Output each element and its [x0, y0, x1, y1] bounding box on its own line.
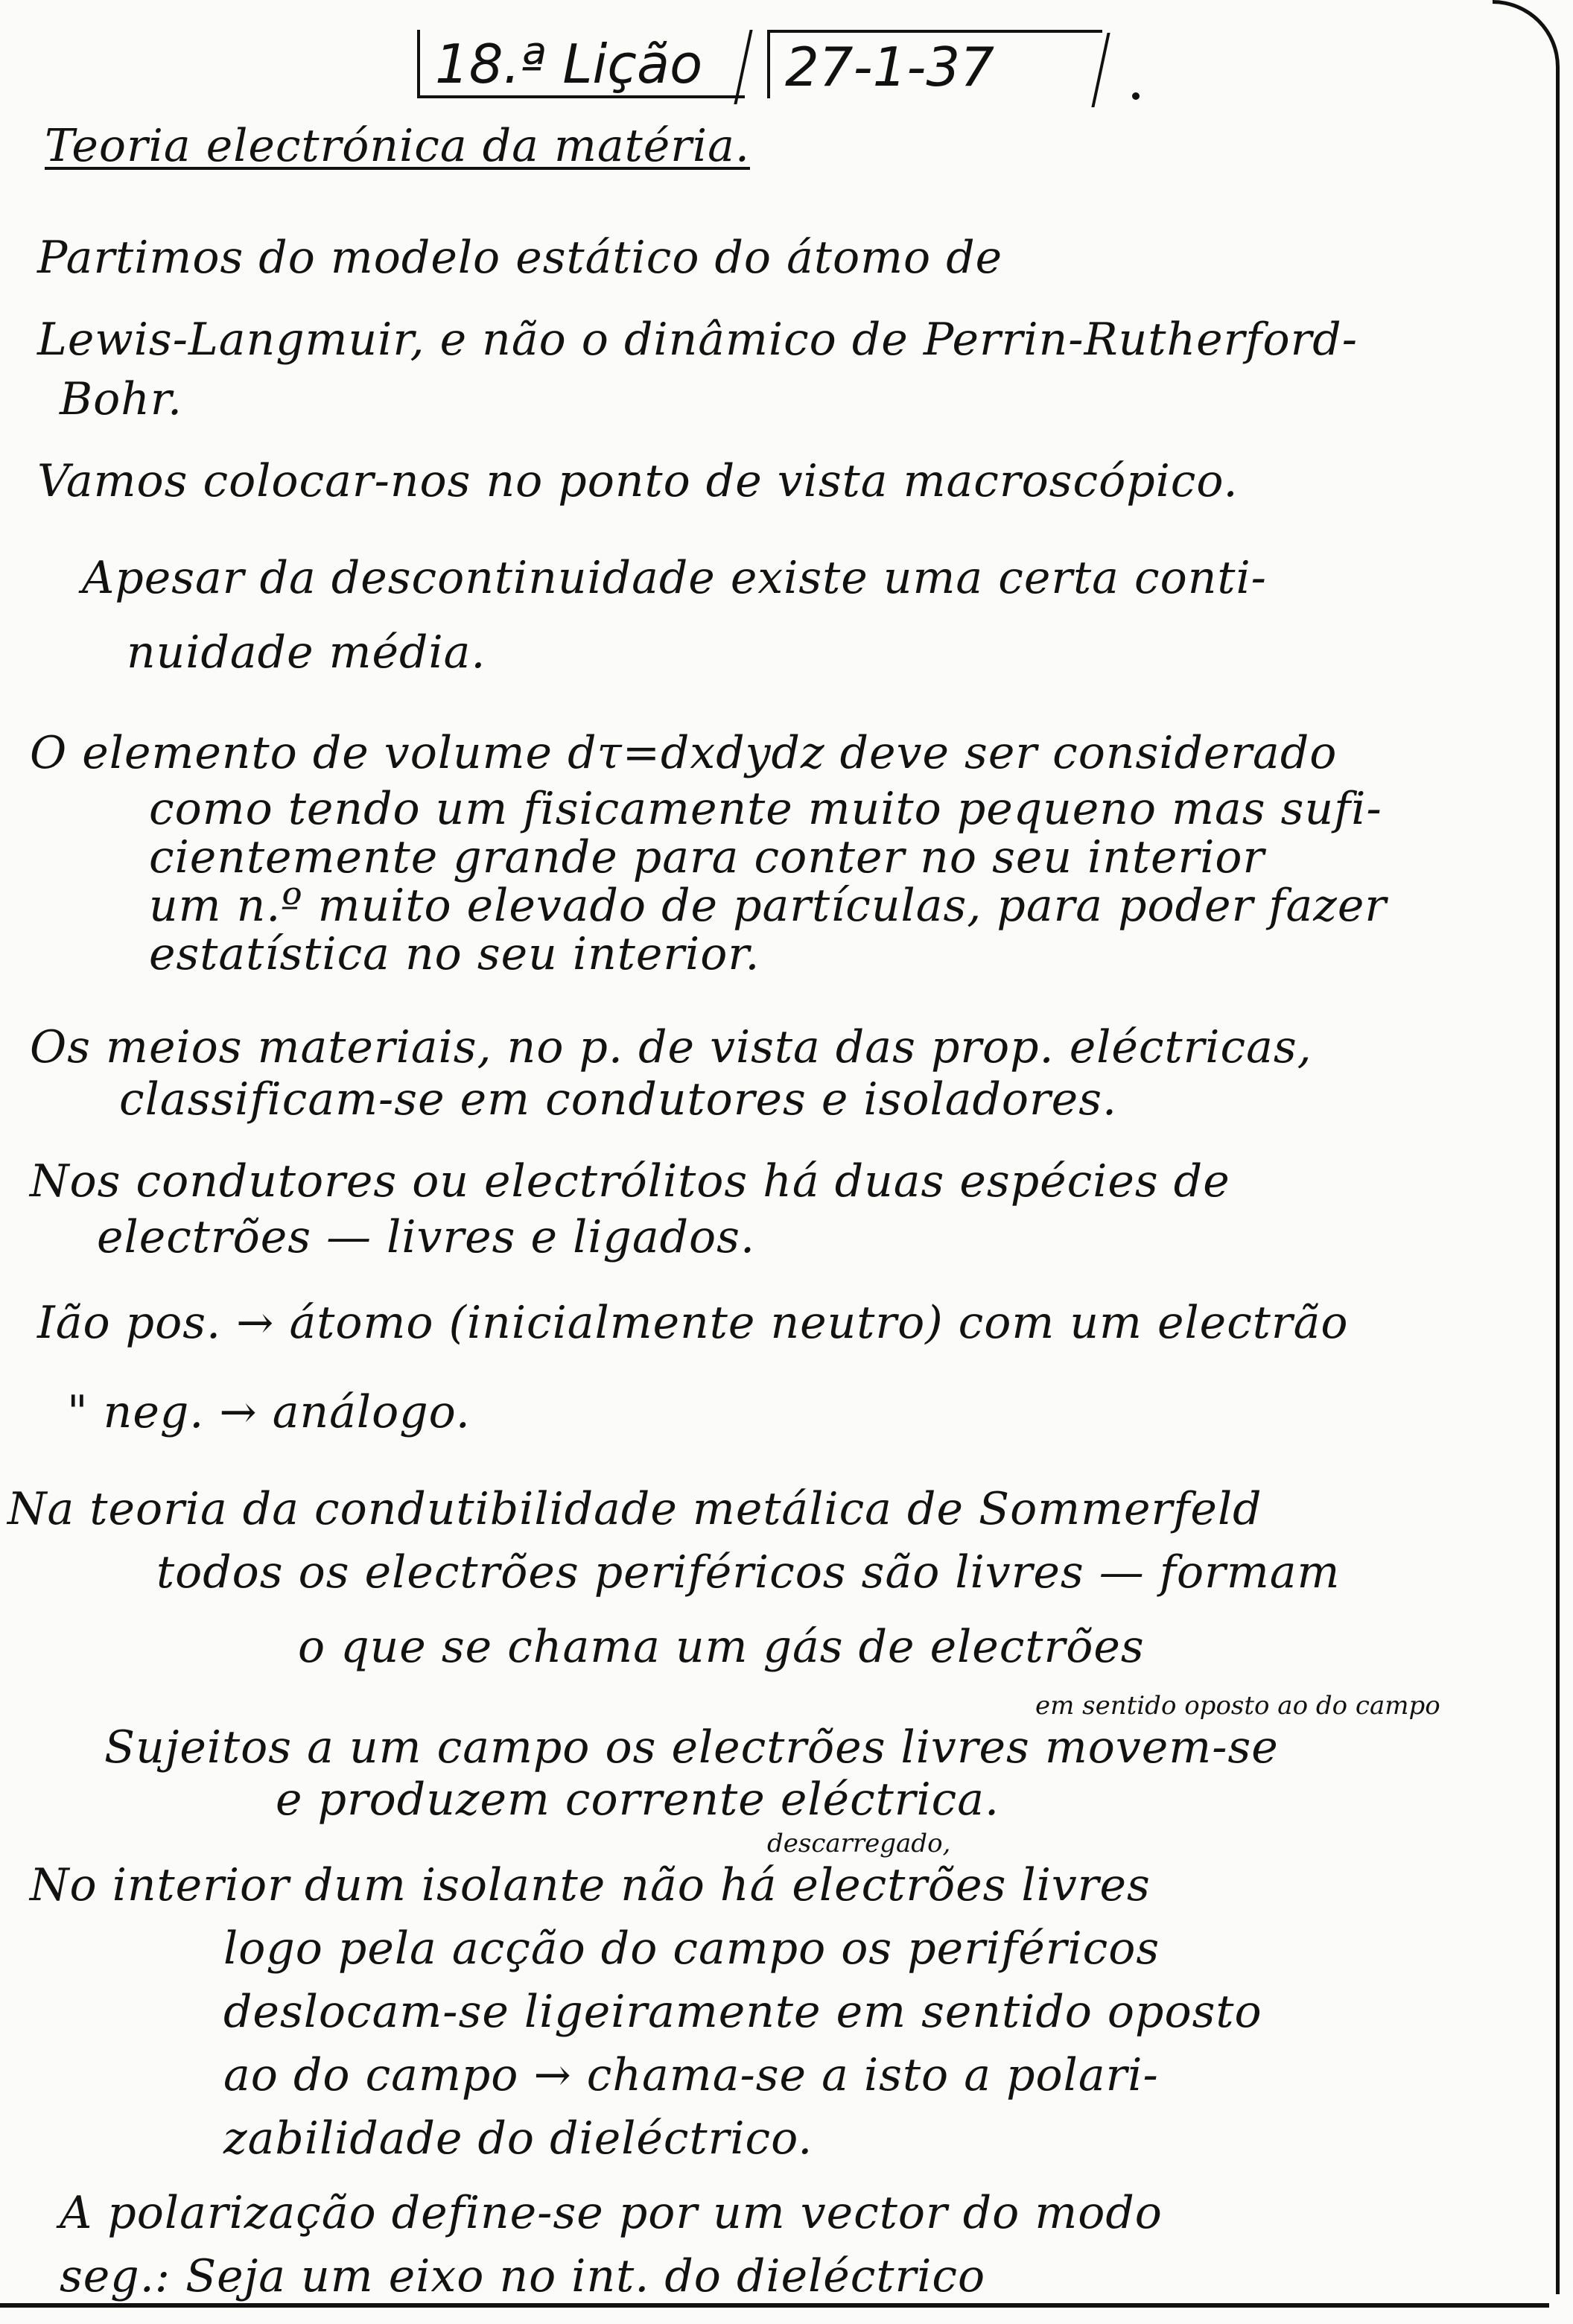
text-line: Na teoria da condutibilidade metálica de Sommerfeld: [7, 1483, 1262, 1535]
note-above-line: em sentido oposto ao do campo: [1035, 1691, 1440, 1721]
text-line: O elemento de volume dτ=dxdydz deve ser considerado: [30, 727, 1338, 779]
text-line: Bohr.: [60, 373, 183, 425]
text-line: No interior dum isolante não há electrões livres: [30, 1859, 1151, 1911]
text-line: " neg. → análogo.: [67, 1386, 471, 1438]
text-line: Vamos colocar-nos no ponto de vista macroscópico.: [37, 455, 1239, 507]
text-line: deslocam-se ligeiramente em sentido oposto: [223, 1986, 1262, 2038]
page-title: Teoria electrónica da matéria.: [45, 120, 750, 172]
page-border: [1493, 0, 1560, 2294]
text-line: o que se chama um gás de electrões: [298, 1621, 1145, 1673]
text-line: classificam-se em condutores e isoladores.: [119, 1073, 1118, 1126]
lesson-date: 27-1-37: [767, 30, 1102, 98]
note-above-line: descarregado,: [767, 1829, 951, 1858]
text-line: logo pela acção do campo os periféricos: [223, 1923, 1160, 1975]
text-line: Nos condutores ou electrólitos há duas espécies de: [30, 1155, 1230, 1207]
text-line: e produzem corrente eléctrica.: [276, 1774, 1000, 1826]
text-line: estatística no seu interior.: [149, 928, 760, 980]
text-line: zabilidade do dieléctrico.: [223, 2112, 813, 2165]
text-line: electrões — livres e ligados.: [97, 1211, 756, 1263]
text-line: ao do campo → chama-se a isto a polari-: [223, 2049, 1159, 2101]
text-line: Lewis-Langmuir, e não o dinâmico de Perrin-Rutherford-: [37, 314, 1358, 366]
text-line: nuidade média.: [127, 626, 486, 679]
page-bottom-edge: [0, 2303, 1549, 2308]
text-line: todos os electrões periféricos são livres — formam: [156, 1546, 1341, 1598]
lesson-number: 18.ª Lição: [417, 30, 745, 98]
text-line: um n.º muito elevado de partículas, para poder fazer: [149, 880, 1388, 932]
lesson-header: [417, 30, 1162, 112]
text-line: Os meios materiais, no p. de vista das prop. eléctricas,: [30, 1021, 1312, 1073]
text-line: Apesar da descontinuidade existe uma certa conti-: [82, 552, 1267, 604]
text-line: cientemente grande para conter no seu interior: [149, 831, 1265, 883]
text-line: A polarização define-se por um vector do modo: [60, 2187, 1163, 2239]
text-line: Ião pos. → átomo (inicialmente neutro) com um electrão: [37, 1297, 1349, 1349]
text-line: Partimos do modelo estático do átomo de: [37, 232, 1003, 284]
text-line: Sujeitos a um campo os electrões livres movem-se: [104, 1721, 1279, 1774]
header-dot: [1132, 92, 1140, 100]
text-line: como tendo um fisicamente muito pequeno mas sufi-: [149, 783, 1382, 835]
text-line: seg.: Seja um eixo no int. do dieléctrico: [60, 2250, 986, 2302]
